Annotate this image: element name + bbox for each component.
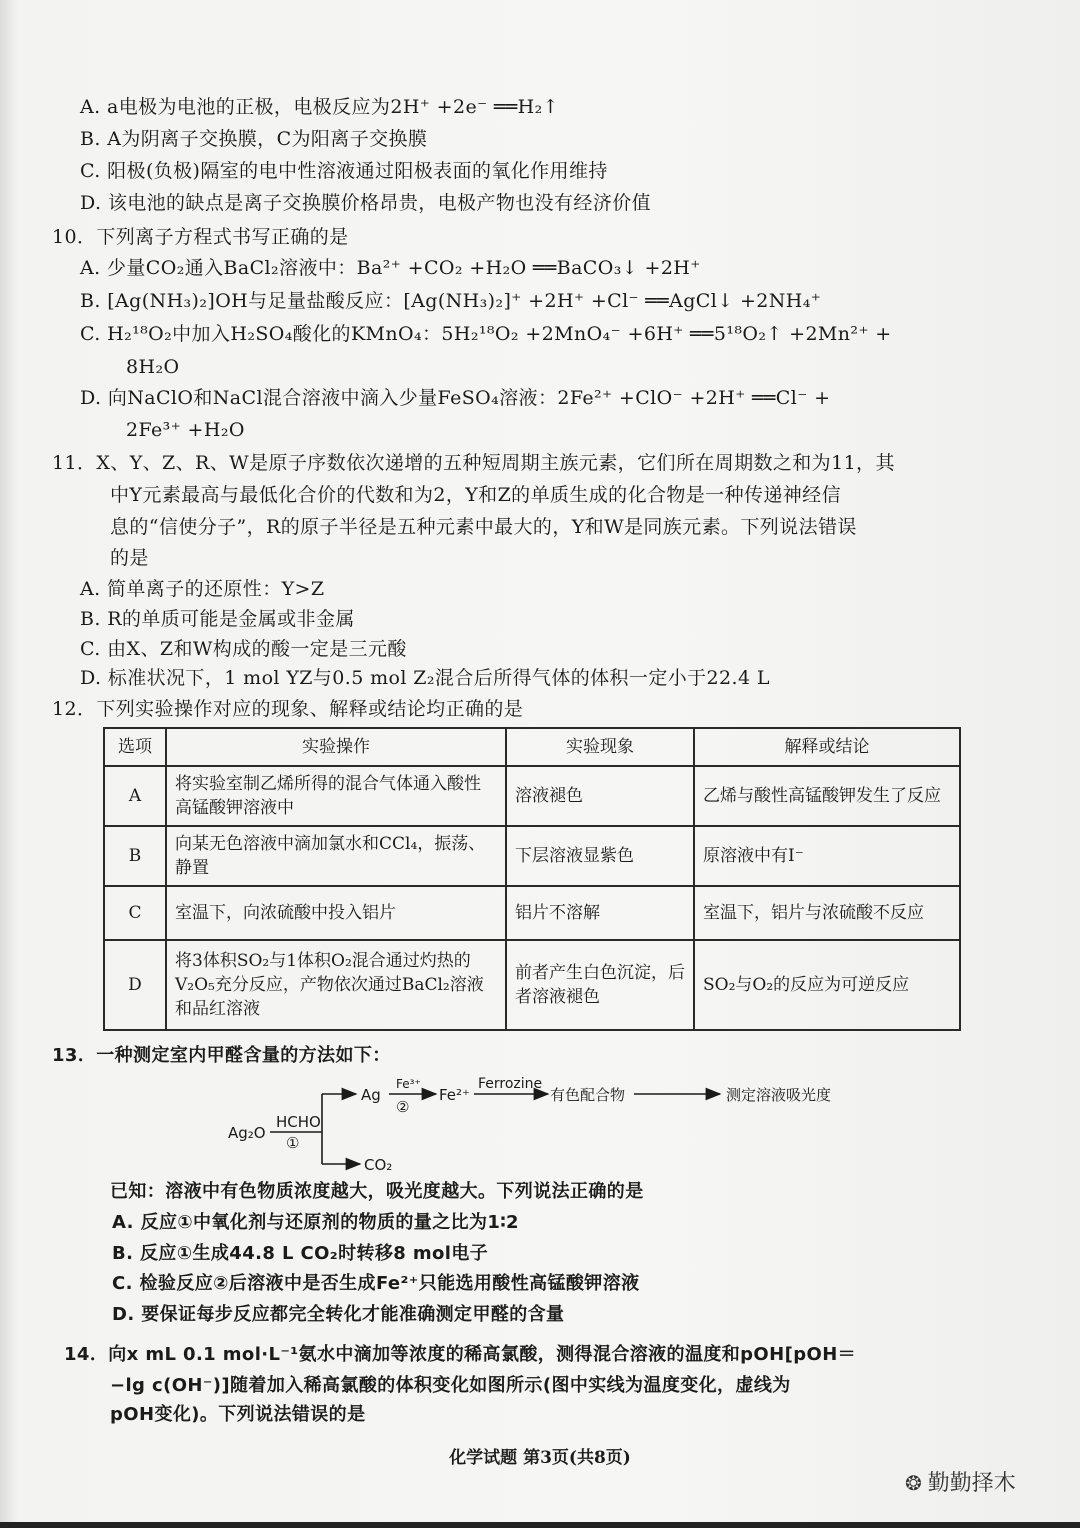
fe3-label: Fe³⁺	[396, 1077, 421, 1091]
row-phenomenon: 铝片不溶解	[506, 886, 694, 940]
q11-option-a: A. 简单离子的还原性：Y>Z	[80, 578, 325, 600]
q11-option-d: D. 标准状况下，1 mol YZ与0.5 mol Z₂混合后所得气体的体积一定小于22.4 L	[80, 667, 770, 689]
q11-stem-1: 11．X、Y、Z、R、W是原子序数依次递增的五种短周期主族元素，它们所在周期数之和为11，其	[52, 452, 895, 474]
row-option: D	[104, 940, 166, 1030]
row-phenomenon: 溶液褪色	[506, 766, 694, 826]
table-row	[104, 940, 960, 1030]
hcho-label: HCHO	[276, 1113, 321, 1131]
row-operation: 向某无色溶液中滴加氯水和CCl₄，振荡、静置	[166, 826, 506, 886]
fe2-label: Fe²⁺	[439, 1086, 470, 1104]
q9-option-c: C. 阳极(负极)隔室的电中性溶液通过阳极表面的氧化作用维持	[80, 160, 608, 182]
row-operation: 室温下，向浓硫酸中投入铝片	[166, 886, 506, 940]
header-phenomenon: 实验现象	[506, 728, 694, 766]
q9-option-b: B. A为阴离子交换膜，C为阳离子交换膜	[80, 128, 428, 150]
row-conclusion: 乙烯与酸性高锰酸钾发生了反应	[694, 766, 960, 826]
row-option: A	[104, 766, 166, 826]
table-row	[104, 766, 960, 826]
q11-option-c: C. 由X、Z和W构成的酸一定是三元酸	[80, 638, 407, 660]
wechat-icon: ❂	[905, 1471, 922, 1495]
q14-stem-1: 14．向x mL 0.1 mol·L⁻¹氨水中滴加等浓度的稀高氯酸，测得混合溶液的温度和pOH[pOH＝	[64, 1344, 857, 1365]
header-conclusion: 解释或结论	[694, 728, 960, 766]
row-operation: 将3体积SO₂与1体积O₂混合通过灼热的V₂O₅充分反应，产物依次通过BaCl₂溶液和品红溶液	[166, 940, 506, 1030]
q10-option-c-cont: 8H₂O	[126, 356, 180, 378]
q9-option-d: D. 该电池的缺点是离子交换膜价格昂贵，电极产物也没有经济价值	[80, 192, 652, 214]
q13-option-a: A. 反应①中氧化剂与还原剂的物质的量之比为1∶2	[112, 1212, 519, 1233]
q12-stem: 12．下列实验操作对应的现象、解释或结论均正确的是	[52, 698, 524, 720]
row-phenomenon: 下层溶液显紫色	[506, 826, 694, 886]
q11-option-b: B. R的单质可能是金属或非金属	[80, 608, 355, 630]
q11-stem-3: 息的“信使分子”，R的原子半径是五种元素中最大的，Y和W是同族元素。下列说法错误	[110, 516, 857, 538]
ferrozine-label: Ferrozine	[478, 1076, 543, 1092]
watermark-text: 勤勤择木	[927, 1471, 1016, 1496]
q10-option-a: A. 少量CO₂通入BaCl₂溶液中：Ba²⁺ +CO₂ +H₂O ══BaCO₃↓ +2H⁺	[80, 257, 701, 279]
q14-stem-3: pOH变化)。下列说法错误的是	[110, 1404, 366, 1425]
step2-label: ②	[396, 1098, 410, 1116]
q13-stem: 13．一种测定室内甲醛含量的方法如下：	[52, 1045, 391, 1066]
q13-known: 已知：溶液中有色物质浓度越大，吸光度越大。下列说法正确的是	[110, 1181, 644, 1202]
reaction-flow-diagram	[226, 1072, 866, 1176]
measure-label: 测定溶液吸光度	[726, 1086, 832, 1104]
q10-stem: 10．下列离子方程式书写正确的是	[52, 226, 349, 248]
q11-stem-2: 中Y元素最高与最低化合价的代数和为2，Y和Z的单质生成的化合物是一种传递神经信	[110, 484, 841, 506]
q11-stem-4: 的是	[110, 547, 149, 569]
table-row	[104, 886, 960, 940]
q10-option-b: B. [Ag(NH₃)₂]OH与足量盐酸反应：[Ag(NH₃)₂]⁺ +2H⁺ +Cl⁻ ══AgCl↓ +2NH₄⁺	[80, 290, 822, 312]
q10-option-d-cont: 2Fe³⁺ +H₂O	[126, 419, 245, 441]
row-option: B	[104, 826, 166, 886]
complex-label: 有色配合物	[550, 1086, 626, 1104]
q13-option-d: D. 要保证每步反应都完全转化才能准确测定甲醛的含量	[112, 1304, 565, 1325]
bottom-edge	[0, 1522, 1080, 1528]
q10-option-d: D. 向NaClO和NaCl混合溶液中滴入少量FeSO₄溶液：2Fe²⁺ +ClO⁻ +2H⁺ ══Cl⁻ +	[80, 387, 831, 409]
row-phenomenon: 前者产生白色沉淀，后者溶液褪色	[506, 940, 694, 1030]
watermark	[905, 1466, 1016, 1497]
header-option: 选项	[104, 728, 166, 766]
page-footer: 化学试题 第3页(共8页)	[449, 1448, 631, 1468]
row-conclusion: SO₂与O₂的反应为可逆反应	[694, 940, 960, 1030]
q14-stem-2: −lg c(OH⁻)]随着加入稀高氯酸的体积变化如图所示(图中实线为温度变化，虚线为	[110, 1375, 791, 1396]
row-operation: 将实验室制乙烯所得的混合气体通入酸性高锰酸钾溶液中	[166, 766, 506, 826]
step1-label: ①	[286, 1134, 300, 1152]
experiment-table	[103, 727, 961, 1031]
row-conclusion: 室温下，铝片与浓硫酸不反应	[694, 886, 960, 940]
table-header-row	[104, 728, 960, 766]
ag-label: Ag	[361, 1086, 381, 1104]
q10-option-c: C. H₂¹⁸O₂中加入H₂SO₄酸化的KMnO₄：5H₂¹⁸O₂ +2MnO₄⁻ +6H⁺ ══5¹⁸O₂↑ +2Mn²⁺ +	[80, 323, 892, 345]
header-operation: 实验操作	[166, 728, 506, 766]
ag2o-label: Ag₂O	[228, 1124, 266, 1142]
q13-option-b: B. 反应①生成44.8 L CO₂时转移8 mol电子	[112, 1243, 489, 1264]
co2-label: CO₂	[364, 1156, 393, 1174]
row-conclusion: 原溶液中有I⁻	[694, 826, 960, 886]
q13-option-c: C. 检验反应②后溶液中是否生成Fe²⁺只能选用酸性高锰酸钾溶液	[112, 1273, 640, 1294]
table-row	[104, 826, 960, 886]
row-option: C	[104, 886, 166, 940]
q9-option-a: A. a电极为电池的正极，电极反应为2H⁺ +2e⁻ ══H₂↑	[80, 96, 559, 118]
